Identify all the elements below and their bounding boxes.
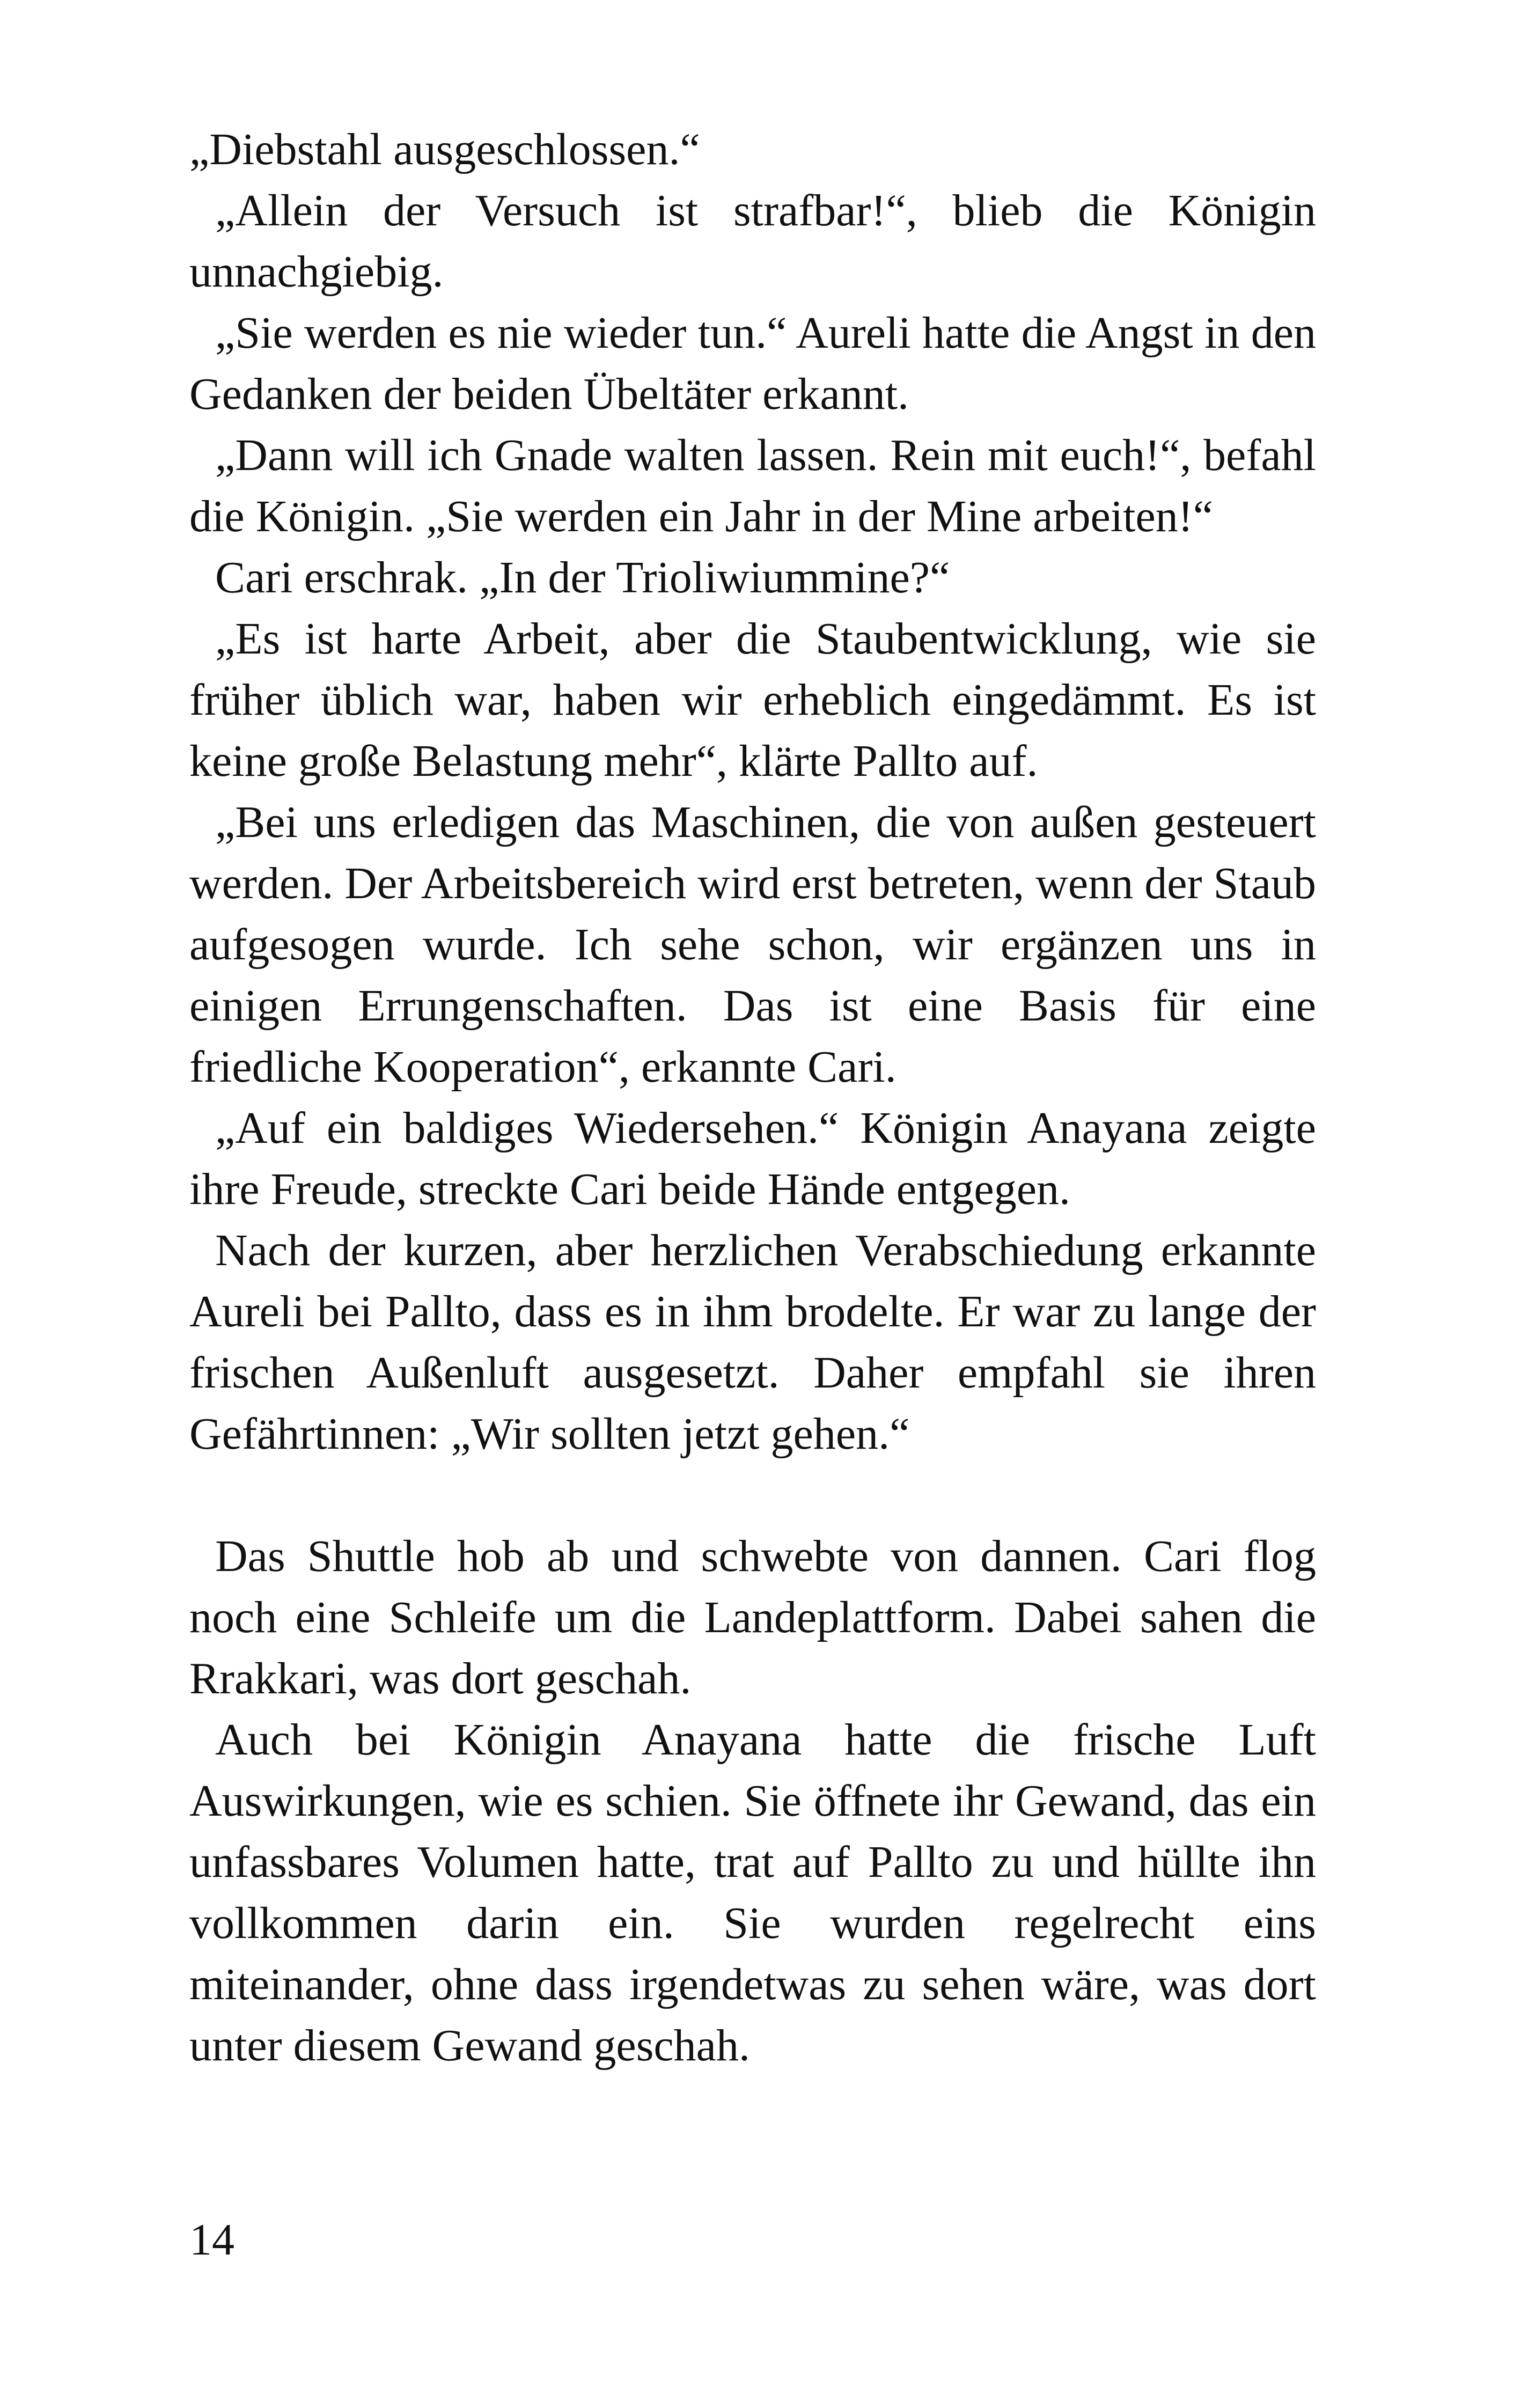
paragraph: „Diebstahl ausgeschlossen.“ <box>189 124 700 174</box>
paragraph: Cari erschrak. „In der Trioliwiummine?“ <box>215 553 950 603</box>
book-page <box>189 119 1316 2346</box>
paragraph: Auch bei Königin Anayana hatte die frische Luft Auswirkungen, wie es schien. Sie öffnete ihr Gewand, das ein unfassbares Volumen hatte, trat auf Pallto zu und hüllte ihn vollkommen darin ein. Sie wurden regelrecht eins miteinander, ohne dass irgendetwas zu sehen wäre, was dort unter diesem Gewand geschah. <box>189 1715 1316 2071</box>
scene-break <box>189 1465 1316 1526</box>
paragraph: „Auf ein baldiges Wiedersehen.“ Königin Anayana zeigte ihre Freude, streckte Cari beide Hände entgegen. <box>189 1103 1316 1214</box>
page-number: 14 <box>189 2215 234 2265</box>
paragraph: „Es ist harte Arbeit, aber die Staubentwicklung, wie sie früher üblich war, haben wir erheblich eingedämmt. Es ist keine große Belastung mehr“, klärte Pallto auf. <box>189 614 1316 786</box>
paragraph: „Bei uns erledigen das Maschinen, die von außen gesteuert werden. Der Arbeitsbereich wird erst betreten, wenn der Staub aufgesogen wurde. Ich sehe schon, wir ergänzen uns in einigen Errungenschaften. Das ist eine Basis für eine friedliche Kooperation“, erkannte Cari. <box>189 797 1316 1092</box>
paragraph: Das Shuttle hob ab und schwebte von dannen. Cari flog noch eine Schleife um die Landeplattform. Dabei sahen die Rrakkari, was dort geschah. <box>189 1531 1316 1704</box>
paragraph: „Sie werden es nie wieder tun.“ Aureli hatte die Angst in den Gedanken der beiden Übeltäter erkannt. <box>189 308 1316 419</box>
paragraph: „Dann will ich Gnade walten lassen. Rein mit euch!“, befahl die Königin. „Sie werden ein Jahr in der Mine arbeiten!“ <box>189 430 1316 541</box>
paragraph: Nach der kurzen, aber herzlichen Verabschiedung erkannte Aureli bei Pallto, dass es in ihm brodelte. Er war zu lange der frischen Außenluft ausgesetzt. Daher empfahl sie ihren Gefährtinnen: „Wir sollten jetzt gehen.“ <box>189 1225 1316 1459</box>
paragraph: „Allein der Versuch ist strafbar!“, blieb die Königin unnachgiebig. <box>189 186 1316 297</box>
